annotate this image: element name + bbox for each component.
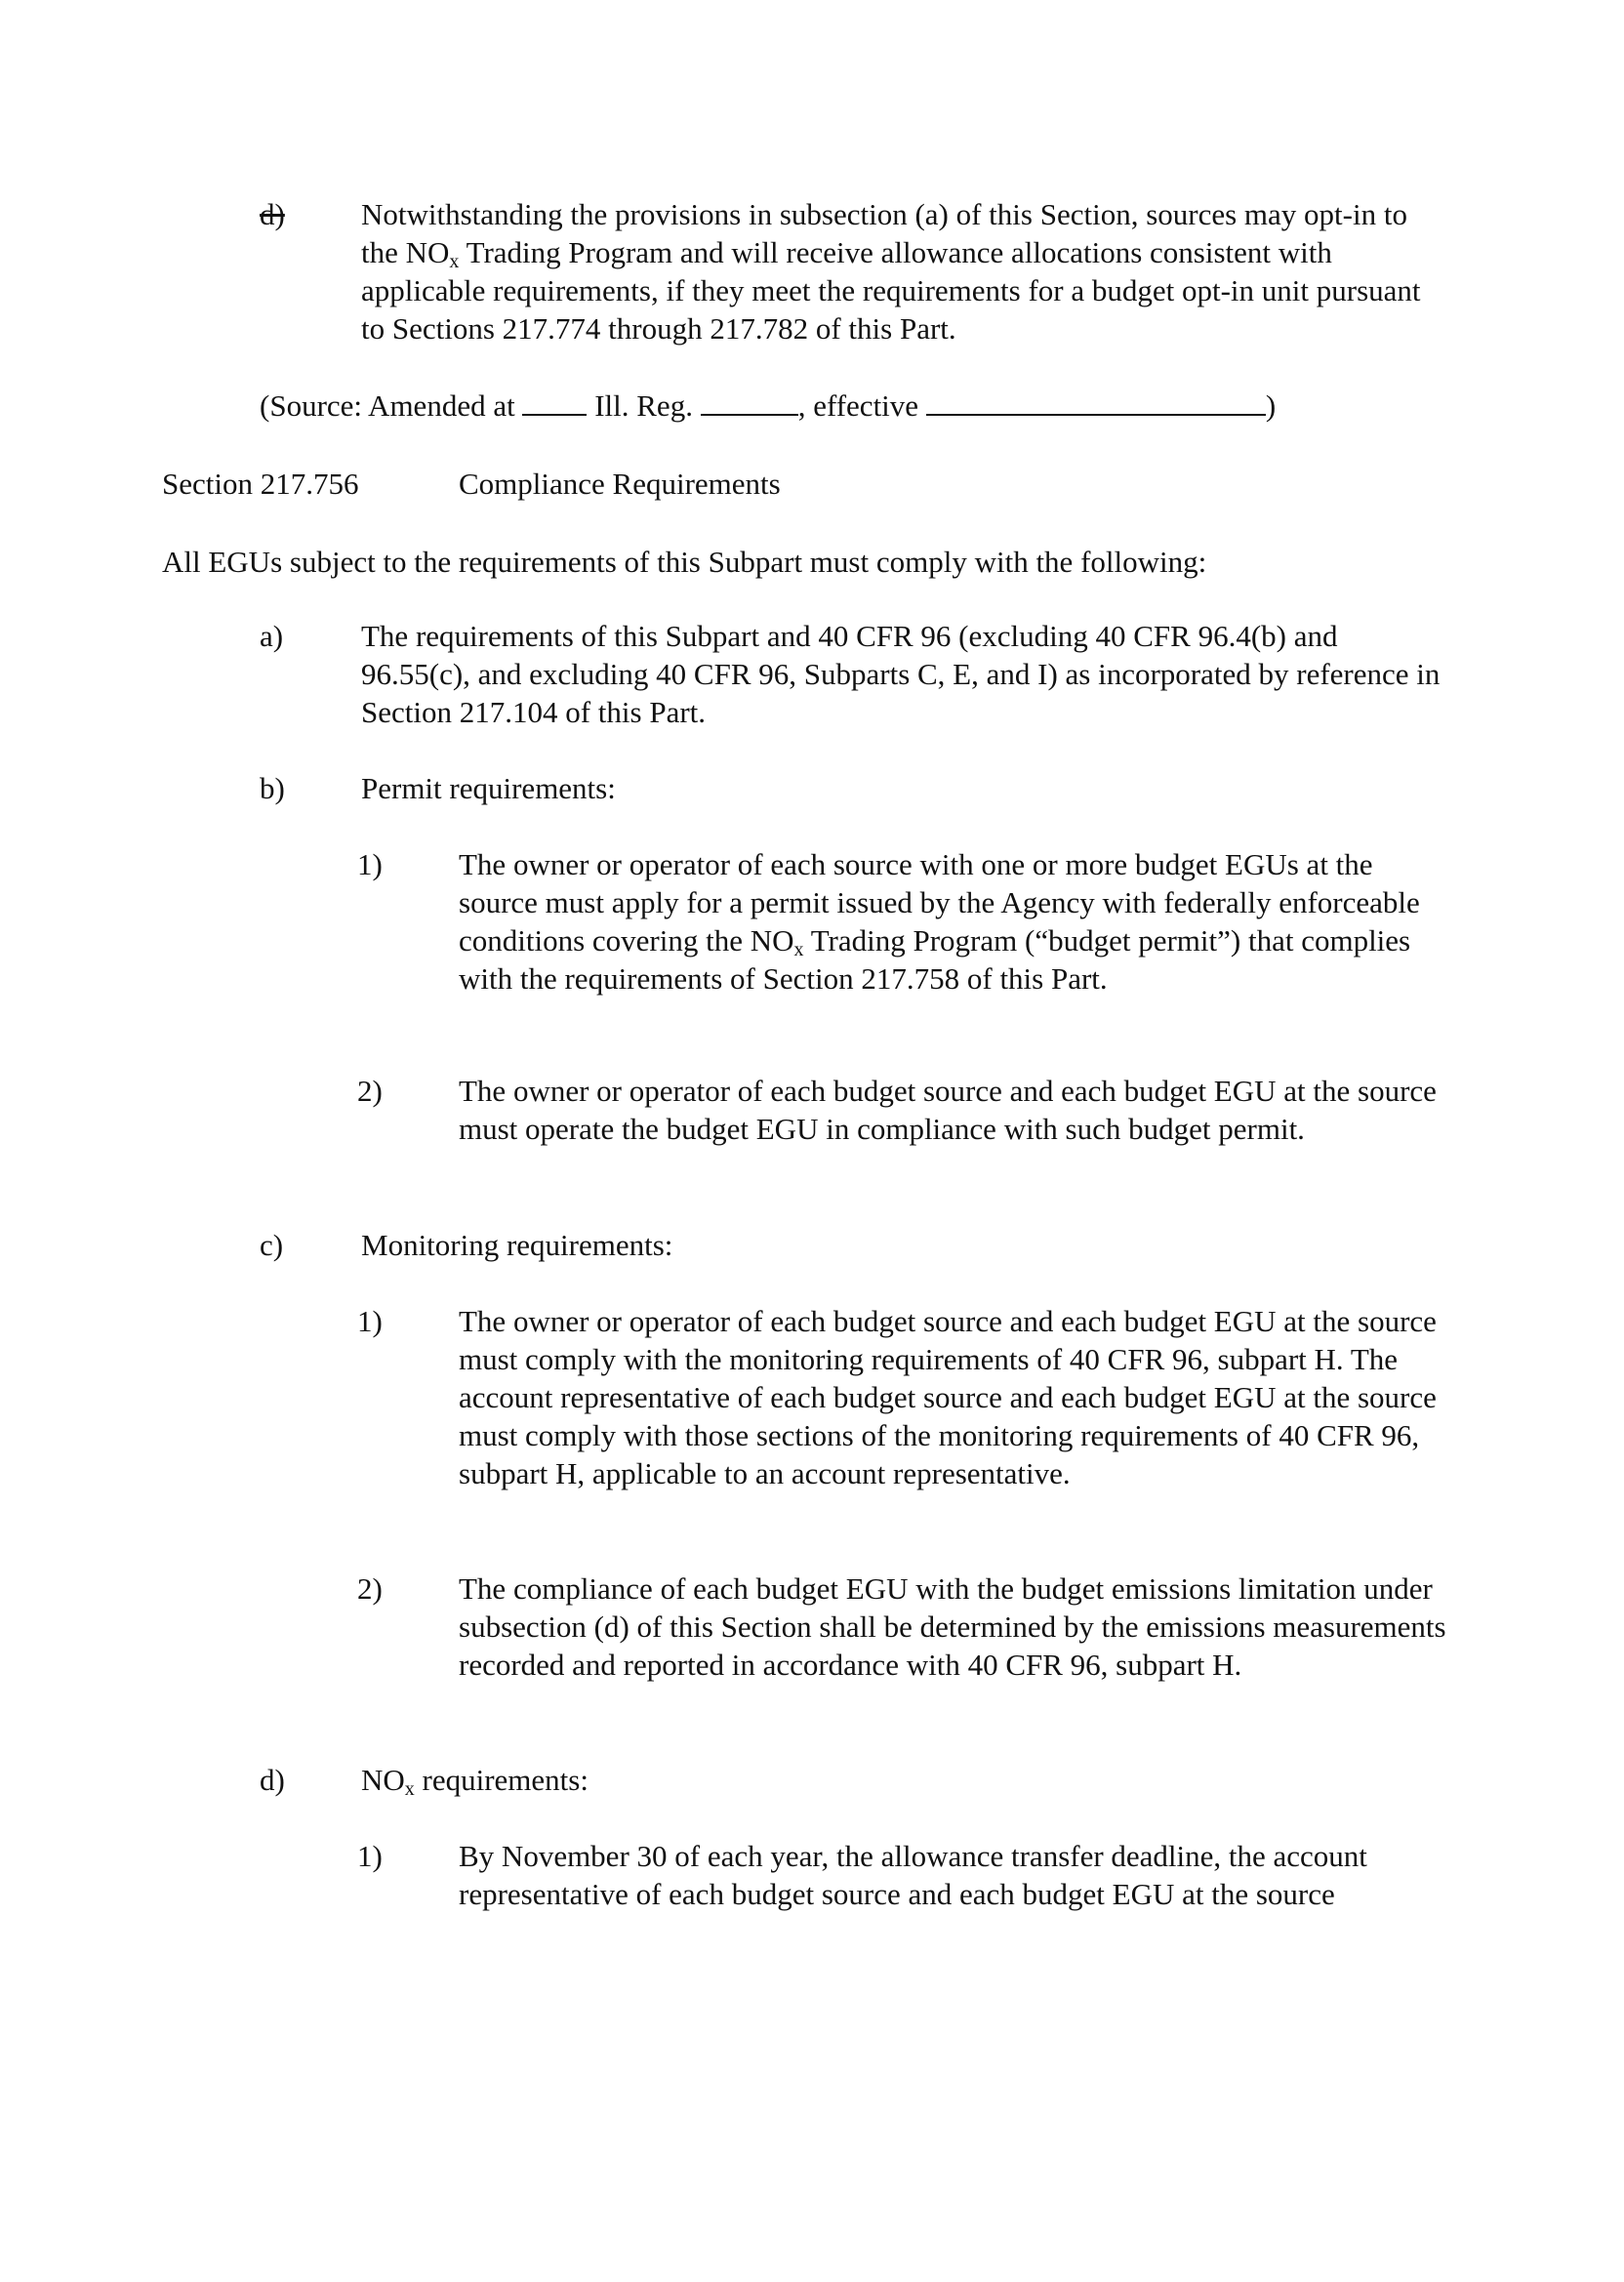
item-a-marker: a) [260,619,284,653]
source-note-prefix: (Source: Amended at [260,388,515,423]
item-d-opt-in-text-a: Notwithstanding the provisions in subsection (a) of this Section, sources may opt-in to the NO [361,197,1407,269]
item-c-1 [357,1302,1450,1492]
item-b-1-marker: 1) [357,847,383,881]
nox-subscript: x [793,939,804,960]
item-b-1-text-b: Trading Program (“budget permit”) that complies with the requirements of Section 217.758 of this Part. [459,923,1411,996]
blank-date [926,388,1266,416]
item-c-marker: c) [260,1228,284,1262]
item-c-2-marker: 2) [357,1571,383,1606]
item-a-text: The requirements of this Subpart and 40 CFR 96 (excluding 40 CFR 96.4(b) and 96.55(c), and excluding 40 CFR 96, Subparts C, E, and I) as incorporated by reference in Section 217.104 of this Part. [361,619,1441,729]
nox-subscript: x [449,251,460,272]
item-d-opt-in [260,195,1450,347]
item-d-nox-marker: d) [260,1763,285,1797]
item-a [260,617,1450,731]
item-d-nox-heading [361,1761,1450,1799]
blank-volume [522,388,587,416]
item-c-1-text: The owner or operator of each budget source and each budget EGU at the source must comply with the monitoring requirements of 40 CFR 96, subpart H. The account representative of each budget source and each budget EGU at the source must comply with those sections of the monitoring requirements of 40 CFR 96, subpart H, applicable to an account representative. [459,1304,1437,1490]
source-note-close: ) [1265,388,1277,423]
item-d-nox-heading-a: NO [361,1763,405,1797]
item-b-2 [357,1072,1450,1148]
intro-paragraph: All EGUs subject to the requirements of this Subpart must comply with the following: [162,545,1207,579]
item-b-2-marker: 2) [357,1074,383,1108]
item-b-2-text: The owner or operator of each budget source and each budget EGU at the source must operate the budget EGU in compliance with such budget permit. [459,1074,1437,1146]
item-b-heading: Permit requirements: [361,771,616,805]
item-d-1-text: By November 30 of each year, the allowance transfer deadline, the account representative of each budget source and each budget EGU at the source [459,1839,1367,1911]
nox-subscript: x [404,1778,415,1800]
item-b-1 [357,845,1450,998]
item-d-opt-in-marker: d) [260,197,285,231]
item-c [260,1226,1450,1264]
item-d-opt-in-text-b: Trading Program and will receive allowance allocations consistent with applicable requirements, if they meet the requirements for a budget opt-in unit pursuant to Sections 217.774 through 217.782 of this Part. [361,235,1421,346]
item-b [260,769,1450,807]
source-note-effective: , effective [797,388,919,423]
item-b-1-text-a: The owner or operator of each source with one or more budget EGUs at the source must apply for a permit issued by the Agency with federally enforceable conditions covering the NO [459,847,1420,958]
item-c-heading: Monitoring requirements: [361,1228,673,1262]
item-d-nox-heading-b: requirements: [414,1763,589,1797]
item-d-1 [357,1837,1450,1913]
item-c-1-marker: 1) [357,1304,383,1338]
item-c-2 [357,1569,1450,1684]
item-c-2-text: The compliance of each budget EGU with the budget emissions limitation under subsection (d) of this Section shall be determined by the emissions measurements recorded and reported in accordance with 40 CFR 96, subpart H. [459,1571,1446,1682]
item-b-marker: b) [260,771,285,805]
section-number: Section 217.756 [162,467,359,501]
source-note [260,387,1382,425]
item-d-1-marker: 1) [357,1839,383,1873]
item-b-1-text [459,845,1450,998]
section-heading [162,465,1333,503]
item-d-opt-in-text [361,195,1450,347]
blank-page [701,388,798,416]
item-d-nox [260,1761,1450,1799]
section-title: Compliance Requirements [459,467,781,501]
source-note-ill-reg: Ill. Reg. [594,388,693,423]
